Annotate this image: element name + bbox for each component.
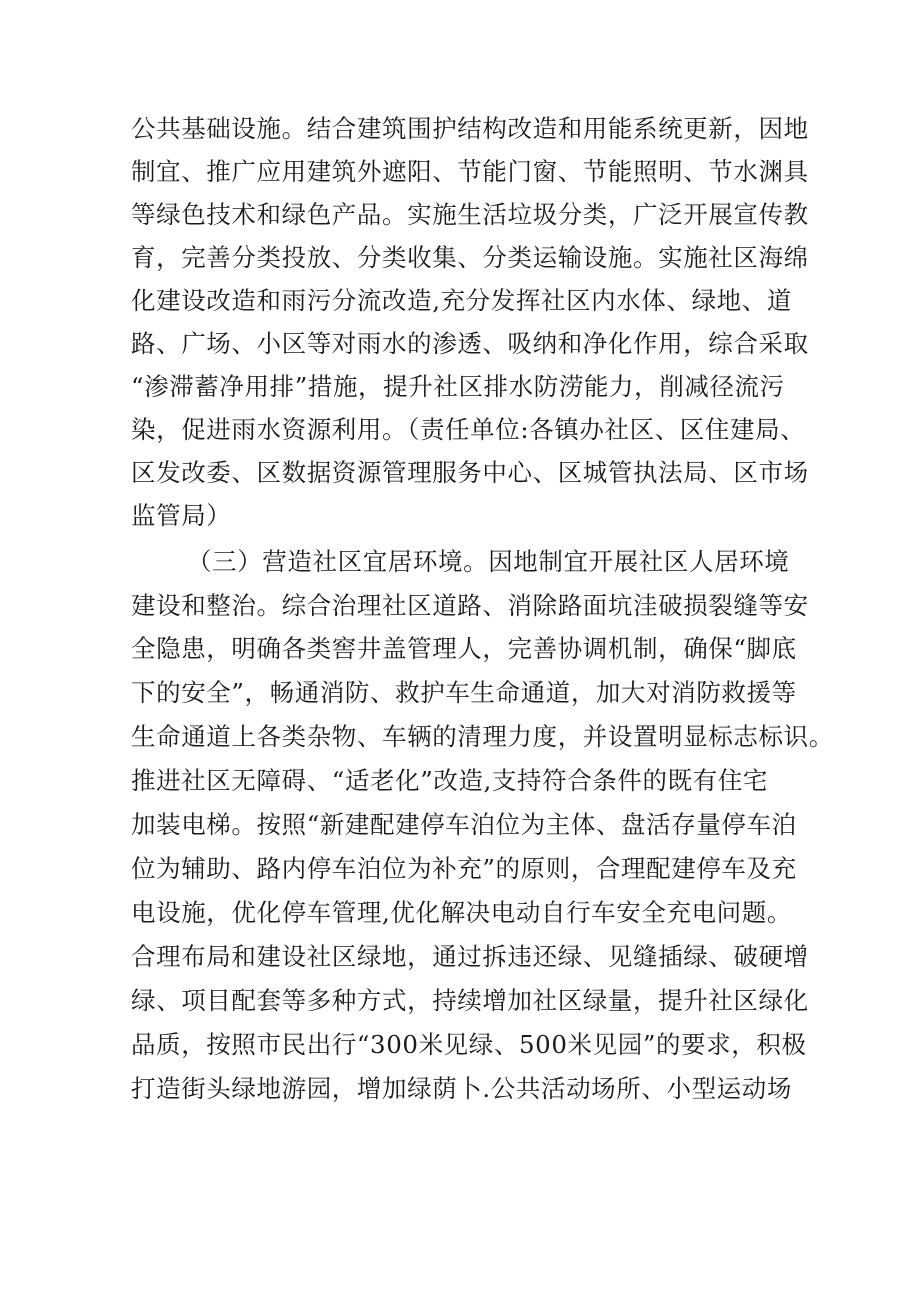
text-line: 品质，按照市民出行“300米见绿、500米见园”的要求，积极 [131,1030,807,1059]
text-line: 位为辅助、路内停车泊位为补充”的原则，合理配建停车及充 [131,854,797,883]
text-line: 打造街头绿地游园，增加绿荫卜.公共活动场所、小型运动场 [131,1074,792,1103]
text-line: 电设施，优化停车管理,优化解决电动自行车安全充电问题。 [131,898,792,927]
text-line: 制宜、推广应用建筑外遮阳、节能门窗、节能照明、节水渊具 [131,157,809,186]
text-line: 合理布局和建设社区绿地，通过拆违还绿、见缝插绿、破硬增 [131,942,809,971]
text-line: 绿、项目配套等多种方式，持续增加社区绿量，提升社区绿化 [131,986,809,1015]
text-line: 等绿色技术和绿色产品。实施生活垃圾分类，广泛开展宣传教 [131,200,809,229]
text-line: 路、广场、小区等对雨水的渗透、吸纳和净化作用，综合采取 [131,329,809,358]
text-line: 育，完善分类投放、分类收集、分类运输设施。实施社区海绵 [131,243,809,272]
text-line: 染，促进雨水资源利用。（责任单位:各镇办社区、区住建局、 [131,415,806,444]
text-line: “渗滞蓄净用排”措施，提升社区排水防涝能力，削减径流污 [131,372,785,401]
text-line: 化建设改造和雨污分流改造,充分发挥社区内水体、绿地、道 [131,286,792,315]
text-line: 区发改委、区数据资源管理服务中心、区城管执法局、区市场 [131,458,809,487]
text-line: 监管局） [131,501,232,530]
text-line: 生命通道上各类杂物、车辆的清理力度，并设置明显标志标识。 [131,722,834,751]
text-line: 下的安全”，畅通消防、救护车生命通道，加大对消防救援等 [131,678,797,707]
text-line: 公共基础设施。结合建筑围护结构改造和用能系统更新，因地 [131,114,809,143]
text-line: 推进社区无障碍、“适老化”改造,支持符合条件的既有住宅 [131,766,769,795]
section-heading-line: （三）营造社区宜居环境。因地制宜开展社区人居环境 [187,547,790,576]
text-line: 全隐患，明确各类窖井盖管理人，完善协调机制，确保“脚底 [131,634,797,663]
text-line: 加装电梯。按照“新建配建停车泊位为主体、盘活存量停车泊 [131,810,797,839]
text-line: 建设和整治。综合治理社区道路、消除路面坑洼破损裂缝等安 [131,591,809,620]
